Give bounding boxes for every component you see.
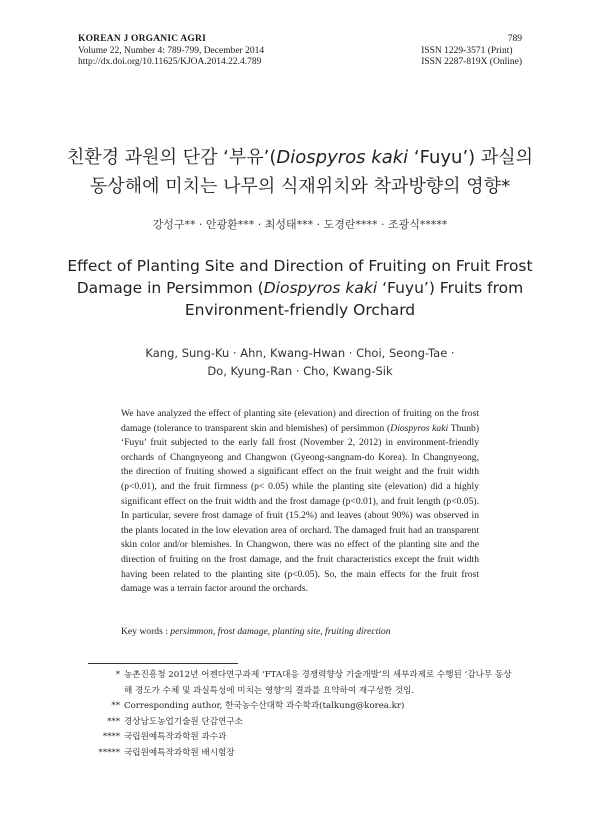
footnotes [78, 668, 512, 761]
abstract-part1: We have analyzed the effect of planting site (elevation) and direction of fruiting on the frost damage (tolerance to transparent skin and blemishes) of persimmon ( [121, 408, 479, 434]
keywords [121, 626, 479, 637]
english-authors [40, 344, 560, 380]
footnote-divider [88, 663, 238, 664]
english-title-line1: Effect of Planting Site and Direction of Fruiting on Fruit Frost [67, 257, 533, 275]
footnote-text: 국립원예특작과학원 과수과 [124, 732, 227, 742]
journal-name: KOREAN J ORGANIC AGRI [78, 34, 206, 44]
abstract [121, 407, 479, 597]
page-number: 789 [507, 34, 522, 44]
footnote-item [78, 746, 512, 762]
korean-title-part1: 친환경 과원의 단감 ‘부유’( [66, 147, 277, 168]
keywords-values: persimmon, frost damage, planting site, fruiting direction [170, 626, 391, 637]
footnote-text: 농촌진흥청 2012년 어젠다연구과제 ‘FTA대응 경쟁력향상 기술개발’의 세부과제로 수행된 ‘감나무 동상해 경도가 수체 및 과실특성에 미치는 영향’의 결과를 요약하여 재구성한 것임. [124, 670, 512, 696]
footnote-mark: **** [102, 732, 120, 742]
korean-title [40, 143, 560, 201]
footnote-mark: ** [111, 701, 120, 711]
footnote-text: 경상남도농업기술원 단감연구소 [124, 716, 243, 727]
journal-info [78, 34, 264, 69]
english-title-line2-pre: Damage in Persimmon ( [76, 279, 264, 297]
footnote-item [78, 715, 512, 731]
footnote-mark: ***** [98, 747, 120, 758]
footnote-mark: * [115, 670, 120, 680]
footnote-text: 국립원예특작과학원 배시험장 [124, 747, 235, 758]
issn-info [421, 34, 522, 69]
english-title-line2-post: ‘Fuyu’) Fruits from [377, 279, 524, 297]
issn-print: ISSN 1229-3571 (Print) [421, 45, 513, 56]
footnote-item [78, 730, 512, 746]
english-title-line3: Environment-friendly Orchard [184, 301, 416, 319]
doi-link[interactable]: http://dx.doi.org/10.11625/KJOA.2014.22.4.789 [78, 57, 262, 67]
abstract-part2: Thunb) ‘Fuyu’ fruit subjected to the early fall frost (November 2, 2012) in environment-friendly orchards of Changnyeong and Changwon (Gyeong-sangnam-do Korea). In Changnyeong, the direction of fruiting showed a significant effect on the fruit weight and the fruit width (p<0.01), and the fruit firmness (p< 0.05) while the planting site (elevation) did a highly significant effect on the fruit width and the frost damage (p<0.01), and fruit length (p<0.05). In particular, severe frost damage of fruit (15.2%) and leaves (about 90%) was observed in the plants located in the low elevation area of orchard. The damaged fruit had an transparent skin color and/or blemishes. In Changwon, there was no effect of the planting site and the direction of fruiting on the frost damage, and the fruit characteristics except the fruit width having been related to the planting site (p<0.05). So, the main effects for the fruit frost damage was a terrain factor around the orchards. [121, 422, 480, 595]
english-authors-line2: Do, Kyung-Ran · Cho, Kwang-Sik [207, 364, 393, 378]
volume-info: Volume 22, Number 4: 789-799, December 2014 [78, 45, 265, 56]
korean-title-species: Diospyros kaki [276, 147, 409, 168]
footnote-text: Corresponding author, 한국농수산대학 과수학과(talkung@korea.kr) [124, 701, 405, 711]
footnote-item [78, 668, 512, 699]
korean-title-part2: ‘Fuyu’) 과실의 [408, 147, 534, 168]
footnote-item [78, 699, 512, 715]
abstract-species: Diospyros kaki [390, 422, 449, 434]
korean-title-line2: 동상해에 미치는 나무의 식재위치와 착과방향의 영향* [89, 176, 511, 197]
english-authors-line1: Kang, Sung-Ku · Ahn, Kwang-Hwan · Choi, Seong-Tae · [145, 346, 455, 360]
keywords-label: Key words : [121, 626, 171, 637]
korean-authors: 강성구** · 안광환*** · 최성태*** · 도경란**** · 조광식***** [152, 218, 448, 231]
issn-online: ISSN 2287-819X (Online) [421, 57, 522, 67]
english-title [40, 255, 560, 321]
footnote-mark: *** [107, 716, 120, 727]
english-title-species: Diospyros kaki [263, 279, 378, 297]
